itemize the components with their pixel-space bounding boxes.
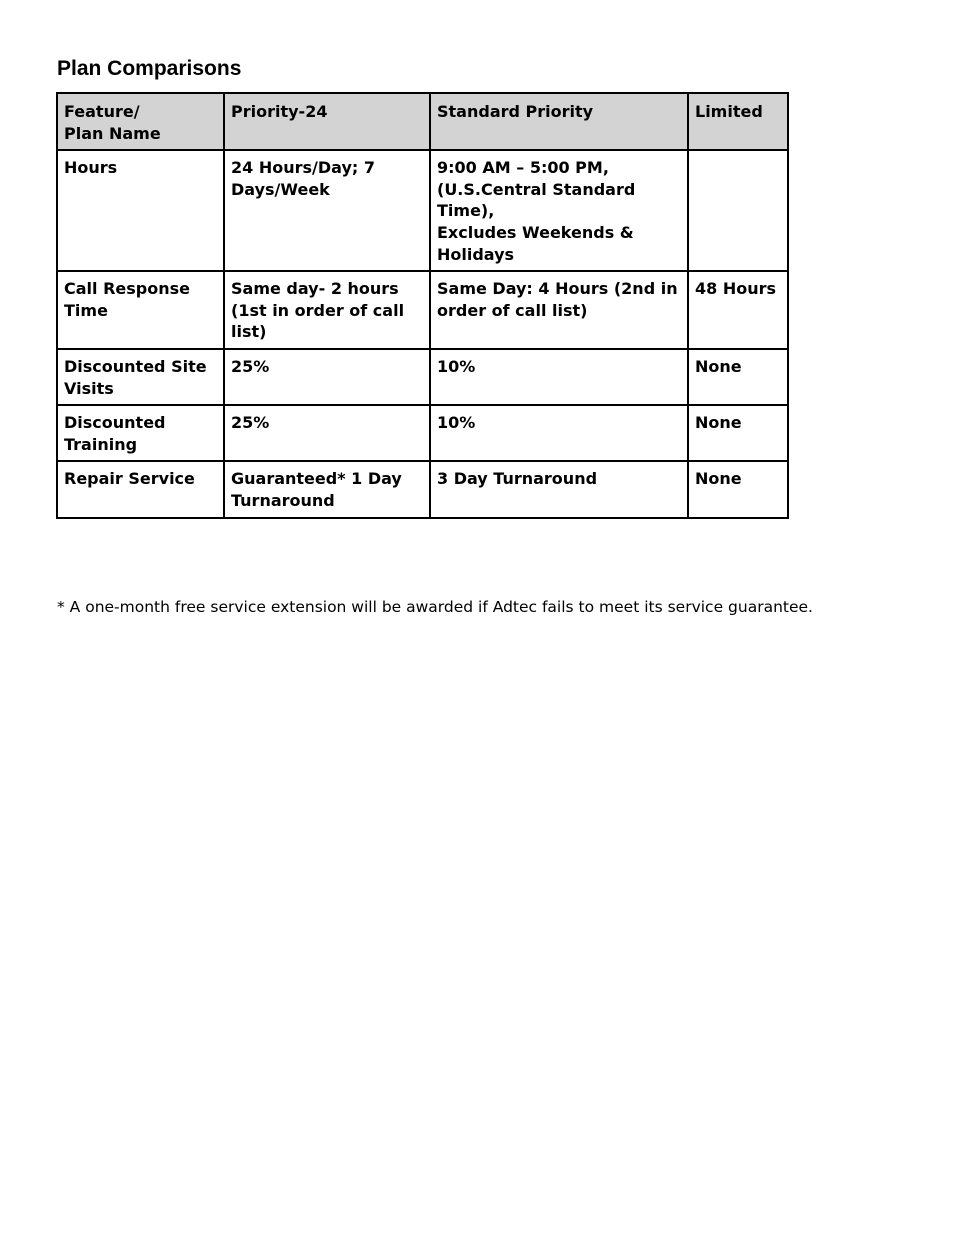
cell-priority-24: Same day- 2 hours (1st in order of call list) <box>224 271 430 349</box>
row-label-hours: Hours <box>57 150 224 271</box>
cell-limited: None <box>688 461 788 517</box>
cell-standard-priority: 10% <box>430 349 688 405</box>
cell-priority-24: 25% <box>224 349 430 405</box>
table-row <box>57 271 788 349</box>
cell-standard-priority: 3 Day Turnaround <box>430 461 688 517</box>
plan-comparison-table <box>56 92 789 519</box>
cell-priority-24: 25% <box>224 405 430 461</box>
row-label-discounted-training: Discounted Training <box>57 405 224 461</box>
row-label-discounted-site-visits: Discounted Site Visits <box>57 349 224 405</box>
cell-priority-24: Guaranteed* 1 Day Turnaround <box>224 461 430 517</box>
cell-limited: None <box>688 349 788 405</box>
cell-limited <box>688 150 788 271</box>
page-title: Plan Comparisons <box>57 57 242 80</box>
table-row <box>57 405 788 461</box>
table-row <box>57 349 788 405</box>
cell-standard-priority: Same Day: 4 Hours (2nd in order of call list) <box>430 271 688 349</box>
header-standard-priority: Standard Priority <box>430 93 688 150</box>
header-priority-24: Priority-24 <box>224 93 430 150</box>
header-feature-plan-name: Feature/ Plan Name <box>57 93 224 150</box>
table-row <box>57 461 788 517</box>
footnote: * A one-month free service extension will be awarded if Adtec fails to meet its service guarantee. <box>57 598 813 616</box>
table-header-row <box>57 93 788 150</box>
header-limited: Limited <box>688 93 788 150</box>
table-row <box>57 150 788 271</box>
row-label-call-response-time: Call Response Time <box>57 271 224 349</box>
cell-standard-priority: 9:00 AM – 5:00 PM, (U.S.Central Standard Time), Excludes Weekends & Holidays <box>430 150 688 271</box>
row-label-repair-service: Repair Service <box>57 461 224 517</box>
cell-limited: None <box>688 405 788 461</box>
cell-standard-priority: 10% <box>430 405 688 461</box>
cell-limited: 48 Hours <box>688 271 788 349</box>
cell-priority-24: 24 Hours/Day; 7 Days/Week <box>224 150 430 271</box>
